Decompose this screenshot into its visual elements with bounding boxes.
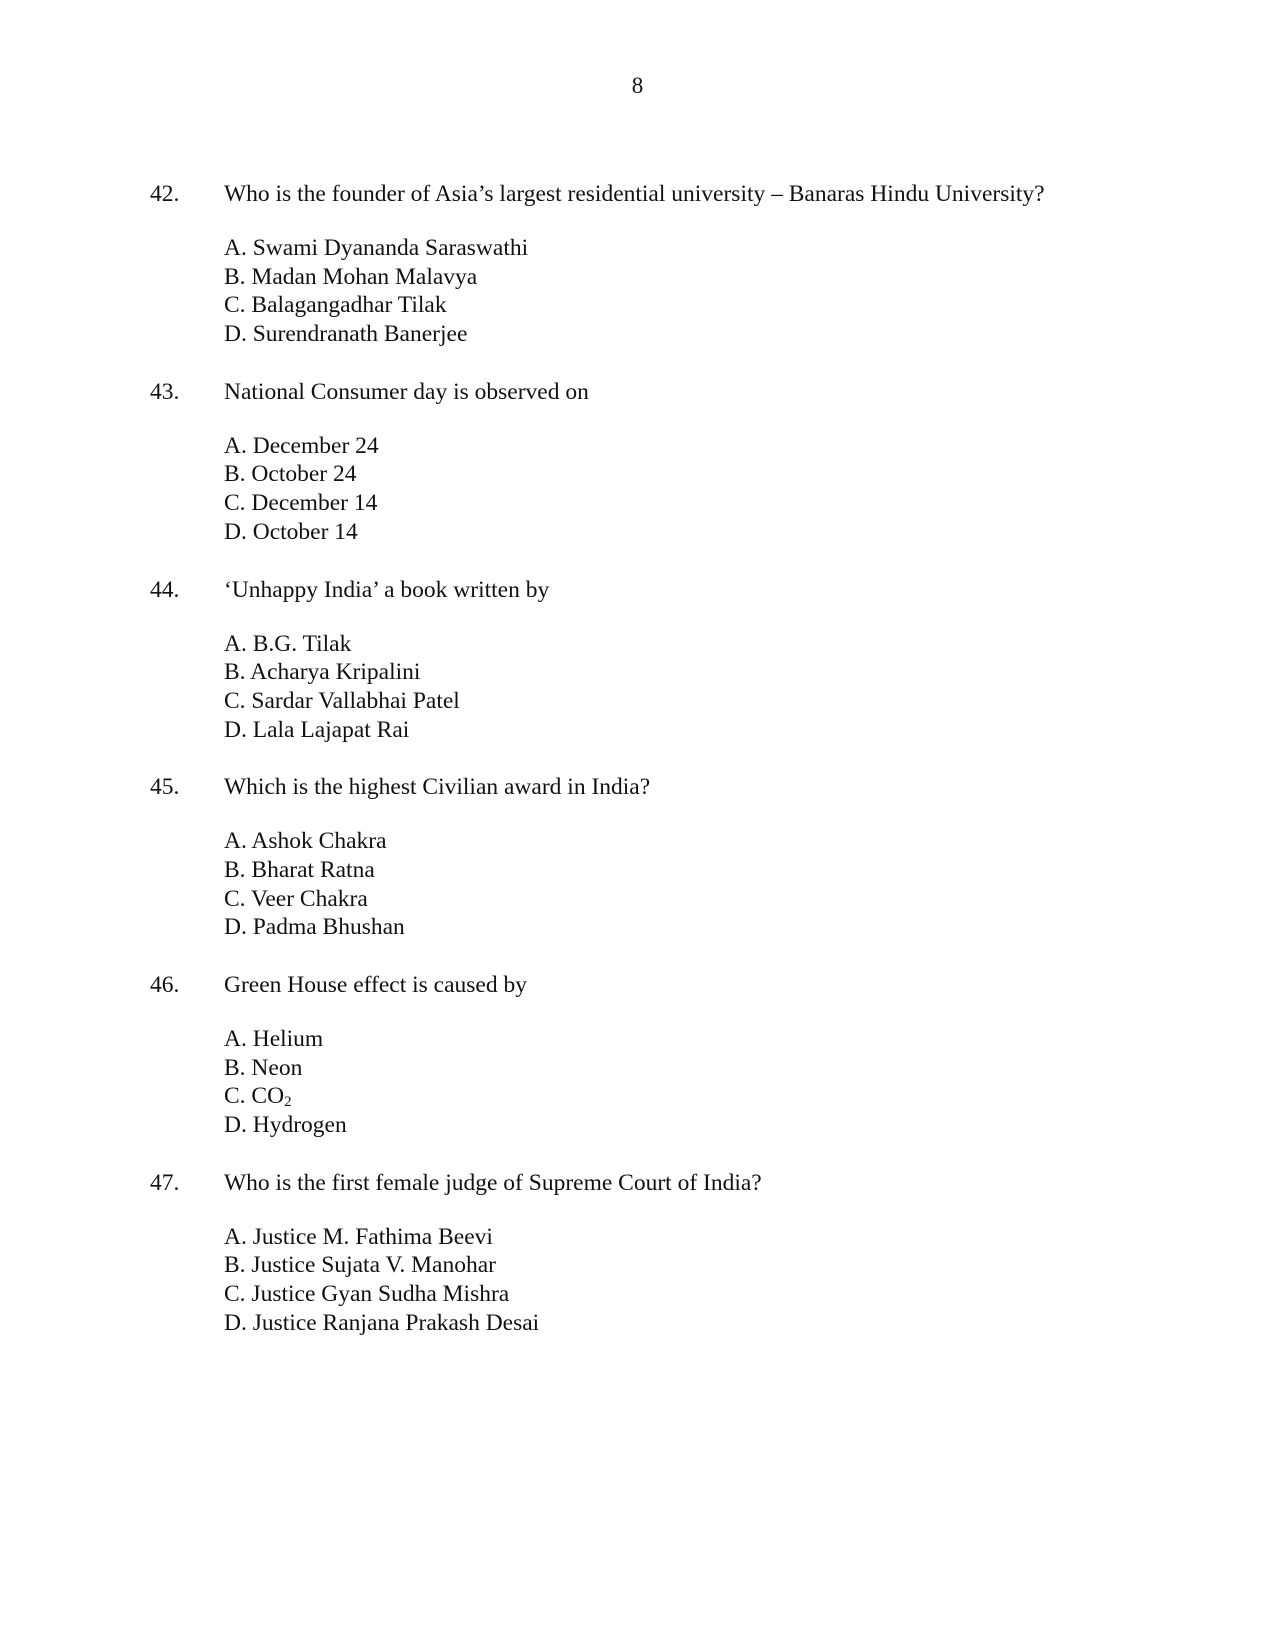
question-text: Who is the founder of Asia’s largest residential university – Banaras Hindu University? xyxy=(224,181,1045,207)
question-number: 42. xyxy=(150,181,180,207)
option-list xyxy=(224,234,1230,349)
question-number: 44. xyxy=(150,576,180,603)
option-a: A. Ashok Chakra xyxy=(224,828,387,855)
question-text: National Consumer day is observed on xyxy=(224,378,589,405)
option-a: A. Helium xyxy=(224,1026,324,1052)
option-list xyxy=(224,630,1230,745)
option-c: C. Veer Chakra xyxy=(224,885,368,912)
option-b: B. Justice Sujata V. Manohar xyxy=(224,1252,496,1279)
option-a: A. December 24 xyxy=(224,432,379,459)
question-45 xyxy=(150,773,1230,942)
question-43 xyxy=(150,378,1230,547)
option-c xyxy=(224,1082,1230,1111)
subscript-2: 2 xyxy=(284,1094,292,1111)
option-b: B. Neon xyxy=(224,1054,303,1081)
option-d: D. Padma Bhushan xyxy=(224,914,405,941)
option-c: C. Balagangadhar Tilak xyxy=(224,292,447,319)
question-text: Who is the first female judge of Supreme Court of India? xyxy=(224,1169,762,1196)
question-text: Green House effect is caused by xyxy=(224,972,527,998)
option-a: A. Justice M. Fathima Beevi xyxy=(224,1223,493,1250)
option-a: A. B.G. Tilak xyxy=(224,630,352,657)
option-b: B. Madan Mohan Malavya xyxy=(224,263,478,290)
option-c: C. Justice Gyan Sudha Mishra xyxy=(224,1281,510,1308)
option-c: C. December 14 xyxy=(224,490,378,517)
option-d: D. Lala Lajapat Rai xyxy=(224,716,410,743)
option-d: D. Hydrogen xyxy=(224,1112,347,1139)
option-b: B. Acharya Kripalini xyxy=(224,659,421,686)
option-b: B. October 24 xyxy=(224,461,357,488)
option-list xyxy=(224,827,1230,942)
question-text: Which is the highest Civilian award in India? xyxy=(224,774,651,801)
question-47 xyxy=(150,1169,1230,1338)
option-d: D. Surendranath Banerjee xyxy=(224,321,468,348)
question-number: 47. xyxy=(150,1169,180,1196)
option-c-text: C. CO xyxy=(224,1083,285,1110)
option-d: D. October 14 xyxy=(224,518,358,545)
option-c: C. Sardar Vallabhai Patel xyxy=(224,687,460,714)
question-44 xyxy=(150,576,1230,745)
option-a: A. Swami Dyananda Saraswathi xyxy=(224,235,529,261)
option-list xyxy=(224,432,1230,547)
option-list xyxy=(224,1223,1230,1338)
page-number: 8 xyxy=(631,73,644,98)
question-number: 46. xyxy=(150,972,180,998)
question-number: 45. xyxy=(150,774,180,801)
question-text: ‘Unhappy India’ a book written by xyxy=(224,576,550,603)
option-list xyxy=(224,1025,1230,1140)
option-b: B. Bharat Ratna xyxy=(224,856,375,883)
question-42 xyxy=(150,180,1230,349)
option-d: D. Justice Ranjana Prakash Desai xyxy=(224,1309,540,1336)
question-number: 43. xyxy=(150,378,180,405)
question-list xyxy=(150,180,1230,1367)
question-46 xyxy=(150,971,1230,1140)
